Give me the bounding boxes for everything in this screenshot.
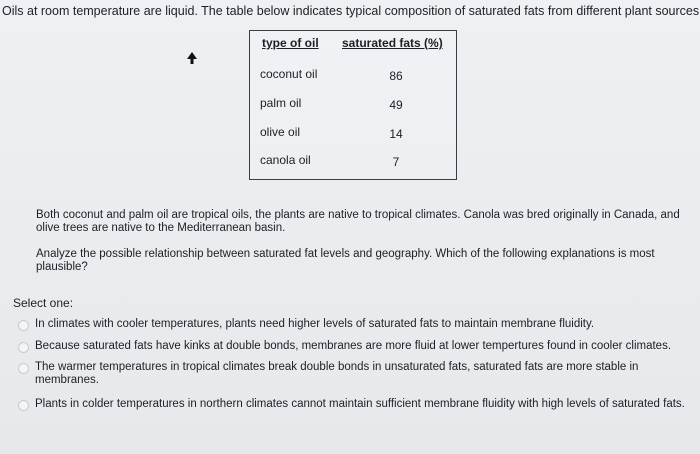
oil-name: canola oil bbox=[260, 153, 311, 167]
table-row bbox=[250, 125, 456, 145]
oil-name: olive oil bbox=[260, 125, 301, 139]
answer-option-text[interactable]: In climates with cooler temperatures, plants need higher levels of saturated fats to maintain membrane fluidity. bbox=[35, 318, 595, 330]
question-intro: Oils at room temperature are liquid. The table below indicates typical composition of saturated fats from different plant sources bbox=[2, 4, 700, 18]
table-row bbox=[250, 153, 456, 173]
table-header-oil-type: type of oil bbox=[262, 36, 319, 50]
answer-option-text[interactable]: The warmer temperatures in tropical climates break double bonds in unsaturated fats, saturated fats are more stable in membranes. bbox=[35, 361, 639, 386]
oil-name: palm oil bbox=[260, 96, 302, 110]
saturated-fat-value: 49 bbox=[389, 98, 403, 112]
saturated-fat-value: 86 bbox=[389, 69, 403, 83]
mouse-pointer-icon bbox=[187, 52, 197, 64]
saturated-fat-value: 14 bbox=[389, 127, 403, 141]
question-context: Both coconut and palm oil are tropical oils, the plants are native to tropical climates. Canola was bred originally in Canada, and olive trees are native to the Mediterranean basin. bbox=[36, 209, 680, 234]
radio-button-icon[interactable] bbox=[18, 363, 29, 374]
select-one-label: Select one: bbox=[13, 296, 74, 310]
radio-button-icon[interactable] bbox=[18, 400, 29, 411]
answer-option-text[interactable]: Plants in colder temperatures in northern climates cannot maintain sufficient membrane fluidity with high levels of saturated fats. bbox=[35, 398, 685, 410]
radio-button-icon[interactable] bbox=[18, 320, 29, 331]
saturated-fat-value: 7 bbox=[392, 155, 400, 169]
oil-name: coconut oil bbox=[260, 67, 318, 81]
question-prompt: Analyze the possible relationship between saturated fat levels and geography. Which of the following explanations is most plausible? bbox=[36, 248, 655, 273]
table-row bbox=[250, 96, 456, 116]
oil-composition-table bbox=[249, 30, 457, 180]
table-header-saturated-fats: saturated fats (%) bbox=[342, 36, 443, 50]
answer-option-text[interactable]: Because saturated fats have kinks at double bonds, membranes are more fluid at lower tempertures found in cooler climates. bbox=[35, 340, 672, 352]
table-row bbox=[250, 67, 456, 87]
radio-button-icon[interactable] bbox=[18, 342, 29, 353]
